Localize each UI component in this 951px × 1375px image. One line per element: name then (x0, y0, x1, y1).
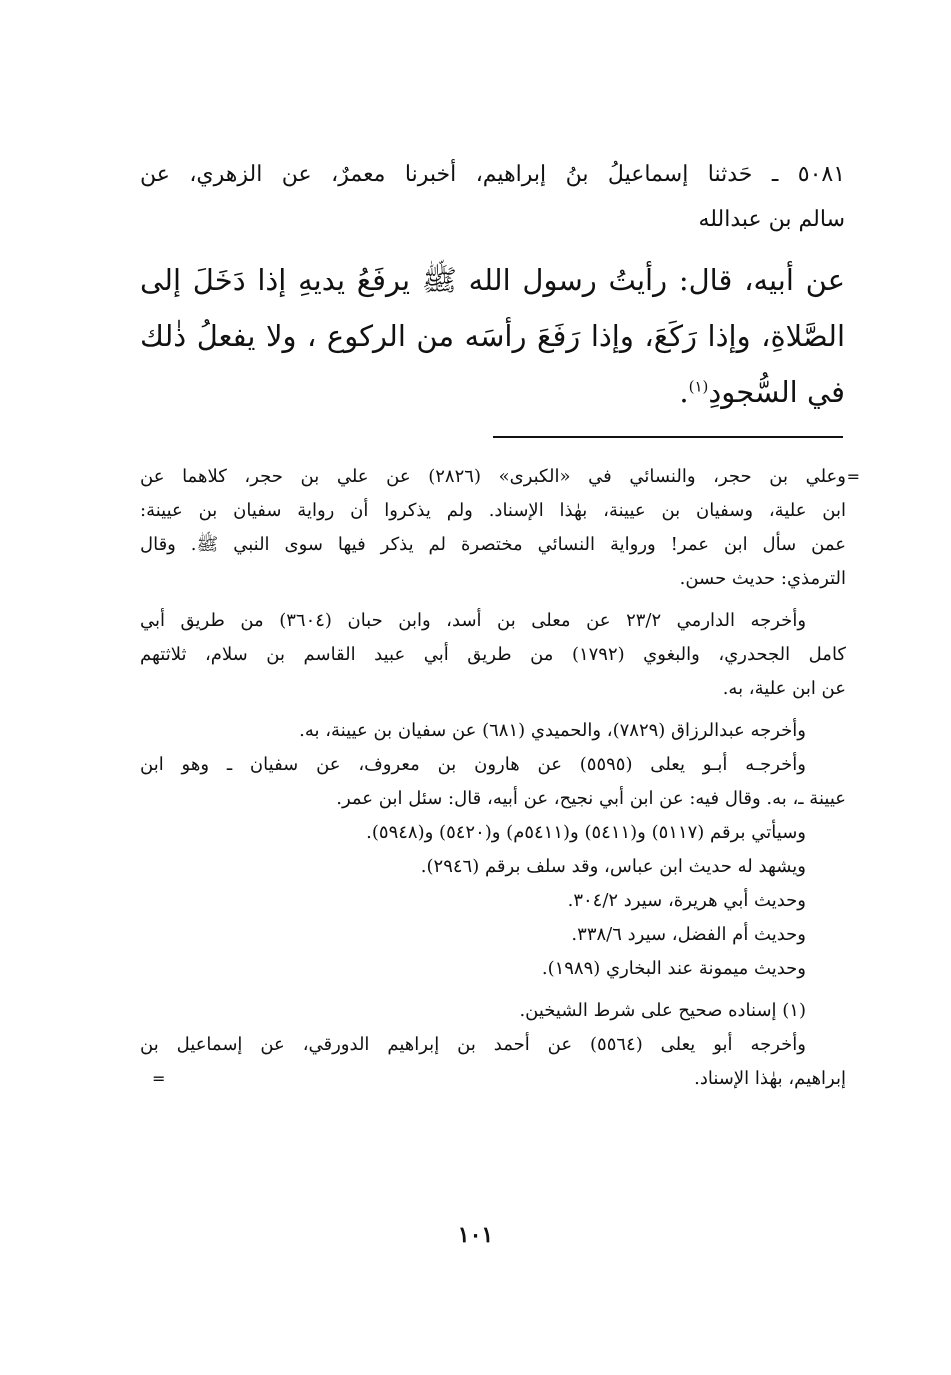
footnote-line: وأخرجه أبو يعلى (٥٥٦٤) عن أحمد بن إبراهيم الدورقي، عن إسماعيل بن (140, 1034, 806, 1055)
footnote-line: وحديث أبي هريرة، سيرد ٣٠٤/٢. (567, 890, 806, 911)
matn-line: عن أبيه، قال: رأيتُ رسول الله ﷺ يرفَعُ يديهِ إذا دَخَلَ إلى (140, 263, 845, 297)
matn-line-last (140, 364, 845, 420)
isnad-line: سالم بن عبدالله (698, 207, 845, 232)
footnotes (140, 460, 860, 1096)
footnote-line: وأخرجه الدارمي ٢٣/٢ عن معلى بن أسد، وابن حبان (٣٦٠٤) من طريق أبي (140, 610, 807, 631)
footnote-line: وأخرجـه أبـو يعلى (٥٥٩٥) عن هارون بن معروف، عن سفيان ـ وهو ابن (140, 754, 806, 775)
continuation-mark-end: = (152, 1069, 166, 1088)
footnote-line: كامل الجحدري، والبغوي (١٧٩٢) من طريق أبي عبيد القاسم بن سلام، ثلاثتهم (140, 644, 846, 665)
footnote-line: وحديث ميمونة عند البخاري (١٩٨٩). (541, 958, 806, 979)
matn-end: . (679, 375, 689, 409)
footnote-line: إبراهيم، بهٰذا الإسناد. = (140, 1062, 846, 1096)
page-number: ١٠١ (457, 1222, 494, 1248)
continuation-mark: = (846, 467, 860, 486)
footnote-line: = وعلي بن حجر، والنسائي في «الكبرى» (٢٨٢٦) عن علي بن حجر، كلاهما عن (140, 460, 846, 494)
footnote-line: وسيأتي برقم (٥١١٧) و(٥٤١١) و(٥٤١١م) و(٥٤٢٠) و(٥٩٤٨). (366, 822, 806, 843)
footnote-separator (493, 436, 843, 438)
footnote-line: (١) إسناده صحيح على شرط الشيخين. (519, 1000, 806, 1021)
footnote-line: الترمذي: حديث حسن. (679, 568, 846, 589)
matn-line: الصَّلاةِ، وإذا رَكَعَ، وإذا رَفَعَ رأسَه من الركوع ، ولا يفعلُ ذٰلك (140, 319, 845, 353)
isnad-line: ٥٠٨١ ـ حَدثنا إسماعيلُ بنُ إبراهيم، أخبرنا معمرٌ، عن الزهري، عن (140, 162, 846, 187)
hadith-matn (140, 252, 845, 420)
hadith-isnad (140, 152, 845, 242)
footnote-line: وأخرجه عبدالرزاق (٧٨٢٩)، والحميدي (٦٨١) عن سفيان بن عيينة، به. (299, 720, 806, 741)
footnote-line: عيينة ـ، به. وقال فيه: عن ابن أبي نجيح، عن أبيه، قال: سئل ابن عمر. (336, 788, 846, 809)
footnote-line: ويشهد له حديث ابن عباس، وقد سلف برقم (٢٩٤٦). (420, 856, 806, 877)
footnote-line: وحديث أم الفضل، سيرد ٣٣٨/٦. (571, 924, 806, 945)
footnote-reference: (١) (688, 377, 709, 396)
matn-line: في السُّجودِ (708, 375, 845, 409)
footnote-line: عن ابن علية، به. (722, 678, 846, 699)
footnote-line: ابن علية، وسفيان بن عيينة، بهٰذا الإسناد. ولم يذكروا أن رواية سفيان بن عيينة: (140, 500, 846, 521)
footnote-line: عمن سأل ابن عمر! ورواية النسائي مختصرة لم يذكر فيها سوى النبي ﷺ. وقال (140, 534, 846, 555)
